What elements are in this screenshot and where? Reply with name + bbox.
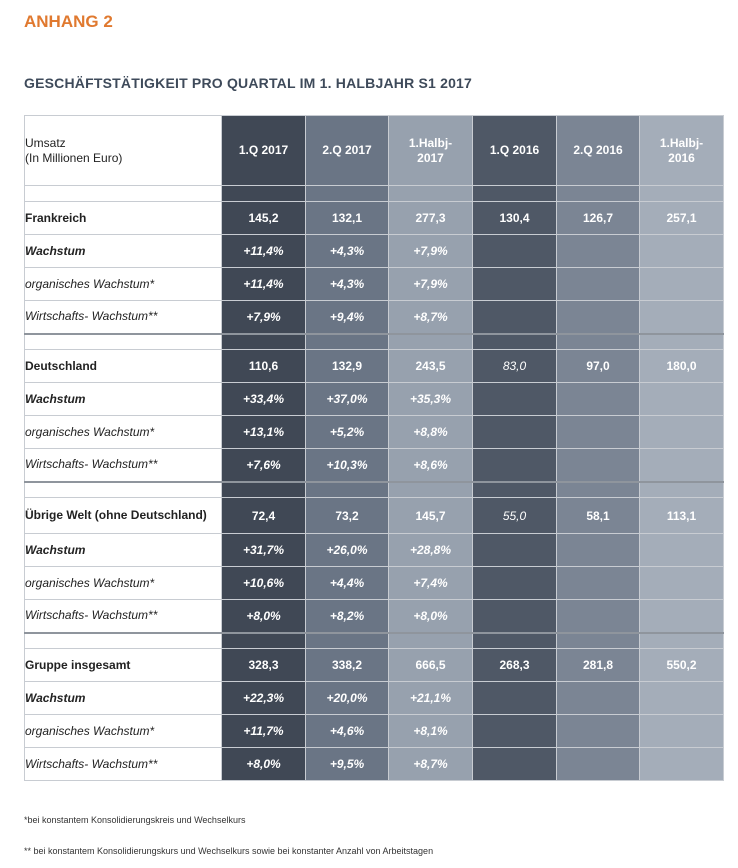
value-cell: 666,5 [389, 649, 473, 682]
growth-label: Wachstum [25, 383, 222, 416]
growth-value-cell: +8,1% [389, 715, 473, 748]
value-cell: 130,4 [473, 202, 557, 235]
growth-label: organisches Wachstum* [25, 268, 222, 301]
region-row [25, 649, 724, 682]
spacer-cell [389, 186, 473, 202]
spacer-cell [25, 186, 222, 202]
growth-value-cell: +7,4% [389, 567, 473, 600]
empty-cell [473, 600, 557, 633]
empty-cell [640, 534, 724, 567]
col-header-line1: 1.Halbj- [408, 135, 453, 150]
growth-row [25, 416, 724, 449]
empty-cell [473, 383, 557, 416]
col-header [473, 116, 557, 186]
empty-cell [640, 383, 724, 416]
empty-cell [557, 682, 640, 715]
growth-value-cell: +11,4% [222, 235, 306, 268]
revenue-table [24, 115, 724, 781]
empty-cell [557, 268, 640, 301]
empty-cell [640, 682, 724, 715]
empty-cell [640, 268, 724, 301]
growth-value-cell: +8,0% [389, 600, 473, 633]
growth-value-cell: +21,1% [389, 682, 473, 715]
growth-value-cell: +11,4% [222, 268, 306, 301]
spacer-cell [389, 633, 473, 649]
spacer-cell [306, 633, 389, 649]
spacer-row [25, 186, 724, 202]
empty-cell [473, 567, 557, 600]
growth-value-cell: +8,0% [222, 748, 306, 781]
spacer-cell [557, 633, 640, 649]
growth-value-cell: +8,0% [222, 600, 306, 633]
growth-value-cell: +4,3% [306, 235, 389, 268]
value-cell: 277,3 [389, 202, 473, 235]
value-cell: 126,7 [557, 202, 640, 235]
value-cell: 83,0 [473, 350, 557, 383]
header-label-line1: Umsatz [25, 135, 66, 150]
header-label-line2: (In Millionen Euro) [25, 150, 123, 165]
growth-value-cell: +10,6% [222, 567, 306, 600]
col-header [222, 116, 306, 186]
spacer-cell [640, 633, 724, 649]
col-header-line1: 2.Q 2017 [322, 143, 372, 157]
empty-cell [640, 567, 724, 600]
growth-value-cell: +7,9% [389, 268, 473, 301]
value-cell: 243,5 [389, 350, 473, 383]
region-row [25, 498, 724, 534]
value-cell: 268,3 [473, 649, 557, 682]
footnote-1: *bei konstantem Konsolidierungskreis und Wechselkurs [24, 815, 246, 825]
spacer-cell [557, 334, 640, 350]
value-cell: 328,3 [222, 649, 306, 682]
growth-value-cell: +37,0% [306, 383, 389, 416]
footnote-2: ** bei konstantem Konsolidierungskurs und Wechselkurs sowie bei konstanter Anzahl von Arbeitstagen [24, 846, 434, 856]
value-cell: 180,0 [640, 350, 724, 383]
appendix-heading: ANHANG 2 [24, 12, 113, 31]
empty-cell [640, 301, 724, 334]
growth-label: Wirtschafts- Wachstum** [25, 301, 222, 334]
value-cell: 72,4 [222, 498, 306, 534]
empty-cell [557, 383, 640, 416]
growth-label: Wachstum [25, 682, 222, 715]
growth-value-cell: +10,3% [306, 449, 389, 482]
growth-row [25, 534, 724, 567]
spacer-cell [640, 334, 724, 350]
value-cell: 257,1 [640, 202, 724, 235]
empty-cell [473, 534, 557, 567]
value-cell: 97,0 [557, 350, 640, 383]
col-header-line1: 1.Q 2016 [489, 143, 540, 157]
growth-value-cell: +33,4% [222, 383, 306, 416]
value-cell: 55,0 [473, 498, 557, 534]
empty-cell [557, 301, 640, 334]
value-cell: 113,1 [640, 498, 724, 534]
empty-cell [557, 600, 640, 633]
col-header [640, 116, 724, 186]
growth-row [25, 449, 724, 482]
region-label: Deutschland [25, 350, 222, 383]
col-header-line2: 2016 [668, 150, 695, 165]
value-cell: 281,8 [557, 649, 640, 682]
value-cell: 338,2 [306, 649, 389, 682]
value-cell: 145,7 [389, 498, 473, 534]
growth-value-cell: +13,1% [222, 416, 306, 449]
growth-value-cell: +26,0% [306, 534, 389, 567]
col-header [306, 116, 389, 186]
growth-row [25, 268, 724, 301]
growth-value-cell: +8,2% [306, 600, 389, 633]
empty-cell [640, 715, 724, 748]
growth-label: Wachstum [25, 534, 222, 567]
spacer-cell [222, 334, 306, 350]
header-label [25, 116, 222, 186]
growth-value-cell: +8,7% [389, 748, 473, 781]
growth-value-cell: +9,4% [306, 301, 389, 334]
growth-value-cell: +22,3% [222, 682, 306, 715]
spacer-cell [389, 334, 473, 350]
empty-cell [473, 268, 557, 301]
spacer-cell [222, 633, 306, 649]
region-row [25, 350, 724, 383]
value-cell: 550,2 [640, 649, 724, 682]
empty-cell [473, 416, 557, 449]
growth-label: organisches Wachstum* [25, 567, 222, 600]
empty-cell [473, 682, 557, 715]
growth-value-cell: +11,7% [222, 715, 306, 748]
spacer-cell [640, 482, 724, 498]
growth-value-cell: +9,5% [306, 748, 389, 781]
growth-row [25, 301, 724, 334]
growth-value-cell: +28,8% [389, 534, 473, 567]
spacer-cell [222, 482, 306, 498]
spacer-row [25, 334, 724, 350]
growth-row [25, 682, 724, 715]
col-header-line1: 1.Q 2017 [238, 143, 289, 157]
spacer-cell [306, 482, 389, 498]
spacer-row [25, 633, 724, 649]
growth-row [25, 748, 724, 781]
region-label: Frankreich [25, 202, 222, 235]
growth-label: Wirtschafts- Wachstum** [25, 449, 222, 482]
spacer-cell [25, 633, 222, 649]
empty-cell [557, 715, 640, 748]
value-cell: 132,1 [306, 202, 389, 235]
growth-row [25, 600, 724, 633]
spacer-cell [25, 334, 222, 350]
col-header [557, 116, 640, 186]
growth-value-cell: +8,6% [389, 449, 473, 482]
spacer-cell [222, 186, 306, 202]
empty-cell [557, 235, 640, 268]
growth-row [25, 567, 724, 600]
growth-value-cell: +7,6% [222, 449, 306, 482]
empty-cell [473, 748, 557, 781]
empty-cell [640, 449, 724, 482]
value-cell: 132,9 [306, 350, 389, 383]
growth-value-cell: +4,4% [306, 567, 389, 600]
empty-cell [640, 748, 724, 781]
spacer-cell [473, 633, 557, 649]
growth-label: organisches Wachstum* [25, 416, 222, 449]
col-header-line1: 2.Q 2016 [573, 143, 623, 157]
spacer-cell [640, 186, 724, 202]
header-row [25, 116, 724, 186]
spacer-row [25, 482, 724, 498]
col-header-line2: 2017 [417, 150, 444, 165]
spacer-cell [473, 186, 557, 202]
empty-cell [473, 301, 557, 334]
empty-cell [640, 416, 724, 449]
col-header [389, 116, 473, 186]
empty-cell [557, 567, 640, 600]
empty-cell [557, 416, 640, 449]
growth-value-cell: +4,6% [306, 715, 389, 748]
growth-value-cell: +35,3% [389, 383, 473, 416]
spacer-cell [306, 334, 389, 350]
value-cell: 145,2 [222, 202, 306, 235]
empty-cell [557, 534, 640, 567]
spacer-cell [557, 186, 640, 202]
growth-value-cell: +31,7% [222, 534, 306, 567]
growth-value-cell: +4,3% [306, 268, 389, 301]
growth-value-cell: +20,0% [306, 682, 389, 715]
spacer-cell [557, 482, 640, 498]
growth-value-cell: +5,2% [306, 416, 389, 449]
spacer-cell [473, 334, 557, 350]
empty-cell [640, 235, 724, 268]
growth-value-cell: +8,7% [389, 301, 473, 334]
growth-label: organisches Wachstum* [25, 715, 222, 748]
spacer-cell [306, 186, 389, 202]
region-label: Übrige Welt (ohne Deutschland) [25, 498, 222, 534]
growth-value-cell: +7,9% [222, 301, 306, 334]
value-cell: 73,2 [306, 498, 389, 534]
empty-cell [557, 449, 640, 482]
table-title: GESCHÄFTSTÄTIGKEIT PRO QUARTAL IM 1. HALBJAHR S1 2017 [24, 75, 473, 91]
value-cell: 58,1 [557, 498, 640, 534]
growth-value-cell: +8,8% [389, 416, 473, 449]
region-row [25, 202, 724, 235]
growth-row [25, 715, 724, 748]
value-cell: 110,6 [222, 350, 306, 383]
empty-cell [473, 449, 557, 482]
growth-label: Wirtschafts- Wachstum** [25, 600, 222, 633]
growth-row [25, 383, 724, 416]
spacer-cell [25, 482, 222, 498]
growth-label: Wachstum [25, 235, 222, 268]
col-header-line1: 1.Halbj- [659, 135, 704, 150]
empty-cell [473, 235, 557, 268]
empty-cell [640, 600, 724, 633]
empty-cell [557, 748, 640, 781]
empty-cell [473, 715, 557, 748]
region-label: Gruppe insgesamt [25, 649, 222, 682]
growth-row [25, 235, 724, 268]
spacer-cell [389, 482, 473, 498]
growth-label: Wirtschafts- Wachstum** [25, 748, 222, 781]
growth-value-cell: +7,9% [389, 235, 473, 268]
spacer-cell [473, 482, 557, 498]
